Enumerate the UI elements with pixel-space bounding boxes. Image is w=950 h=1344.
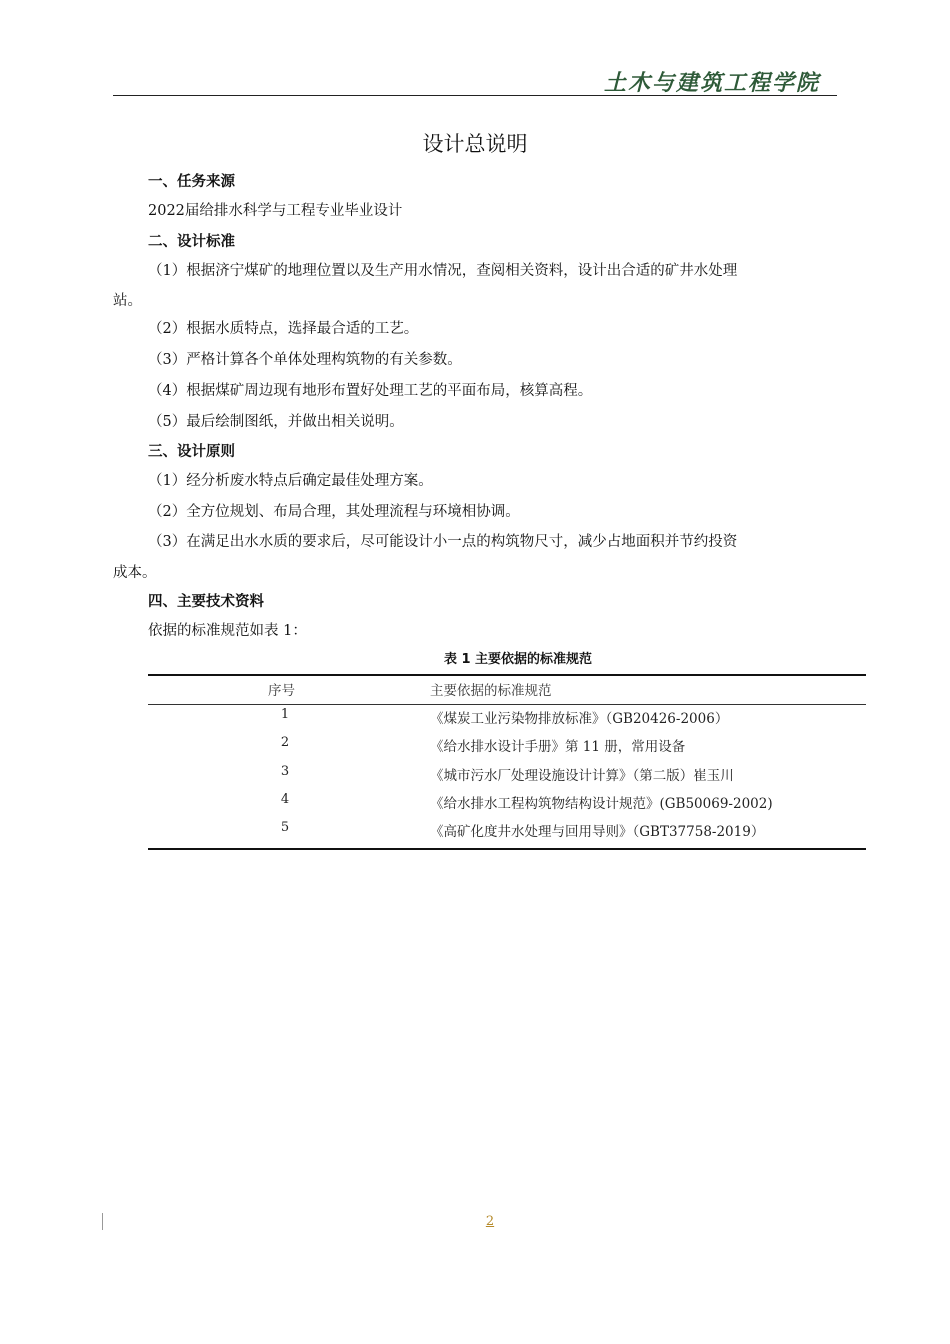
section-heading-4: 四、主要技术资料 [148,594,264,610]
section-heading-3: 三、设计原则 [148,444,235,460]
table-cell-standard: 《高矿化度井水处理与回用导则》（GBT37758-2019） [430,824,765,840]
paragraph-line: 成本。 [113,565,157,581]
paragraph-line: （1）根据济宁煤矿的地理位置以及生产用水情况，查阅相关资料，设计出合适的矿井水处理 [148,263,738,279]
footer-margin-mark [102,1213,103,1230]
paragraph-line: （2）全方位规划、布局合理，其处理流程与环境相协调。 [148,504,520,520]
table-bottom-rule [148,848,866,850]
section-text-4: 依据的标准规范如表 1： [148,623,307,639]
table-cell-no: 3 [280,764,290,779]
paragraph-line: （3）严格计算各个单体处理构筑物的有关参数。 [148,352,462,368]
table-header-standard: 主要依据的标准规范 [430,683,552,699]
page-number: 2 [485,1214,495,1229]
table-caption: 表 1 主要依据的标准规范 [443,652,593,667]
paragraph-line: （1）经分析废水特点后确定最佳处理方案。 [148,473,433,489]
paragraph-line: （3）在满足出水水质的要求后，尽可能设计小一点的构筑物尺寸，减少占地面积并节约投资 [148,534,738,550]
page-title: 设计总说明 [422,132,528,156]
table-cell-standard: 《煤炭工业污染物排放标准》（GB20426-2006） [430,711,729,727]
header-rule [113,95,837,96]
table-top-rule [148,674,866,676]
section-text-1: 2022届给排水科学与工程专业毕业设计 [148,203,403,219]
table-cell-standard: 《城市污水厂处理设施设计计算》（第二版）崔玉川 [430,768,734,784]
table-header-rule [148,704,866,705]
paragraph-line: （4）根据煤矿周边现有地形布置好处理工艺的平面布局，核算高程。 [148,383,593,399]
paragraph-line: 站。 [113,293,142,309]
paragraph-line: （5）最后绘制图纸，并做出相关说明。 [148,414,404,430]
table-cell-no: 2 [280,735,290,750]
table-cell-no: 4 [280,792,290,807]
table-cell-standard: 《给水排水设计手册》第 11 册，常用设备 [430,739,686,755]
table-cell-standard: 《给水排水工程构筑物结构设计规范》(GB50069-2002) [430,796,773,812]
college-logo: 土木与建筑工程学院 [603,70,820,96]
table-header-no: 序号 [268,683,295,699]
section-heading-2: 二、设计标准 [148,234,235,250]
paragraph-line: （2）根据水质特点，选择最合适的工艺。 [148,321,419,337]
section-heading-1: 一、任务来源 [148,174,235,190]
table-cell-no: 1 [280,707,290,722]
table-cell-no: 5 [280,820,290,835]
